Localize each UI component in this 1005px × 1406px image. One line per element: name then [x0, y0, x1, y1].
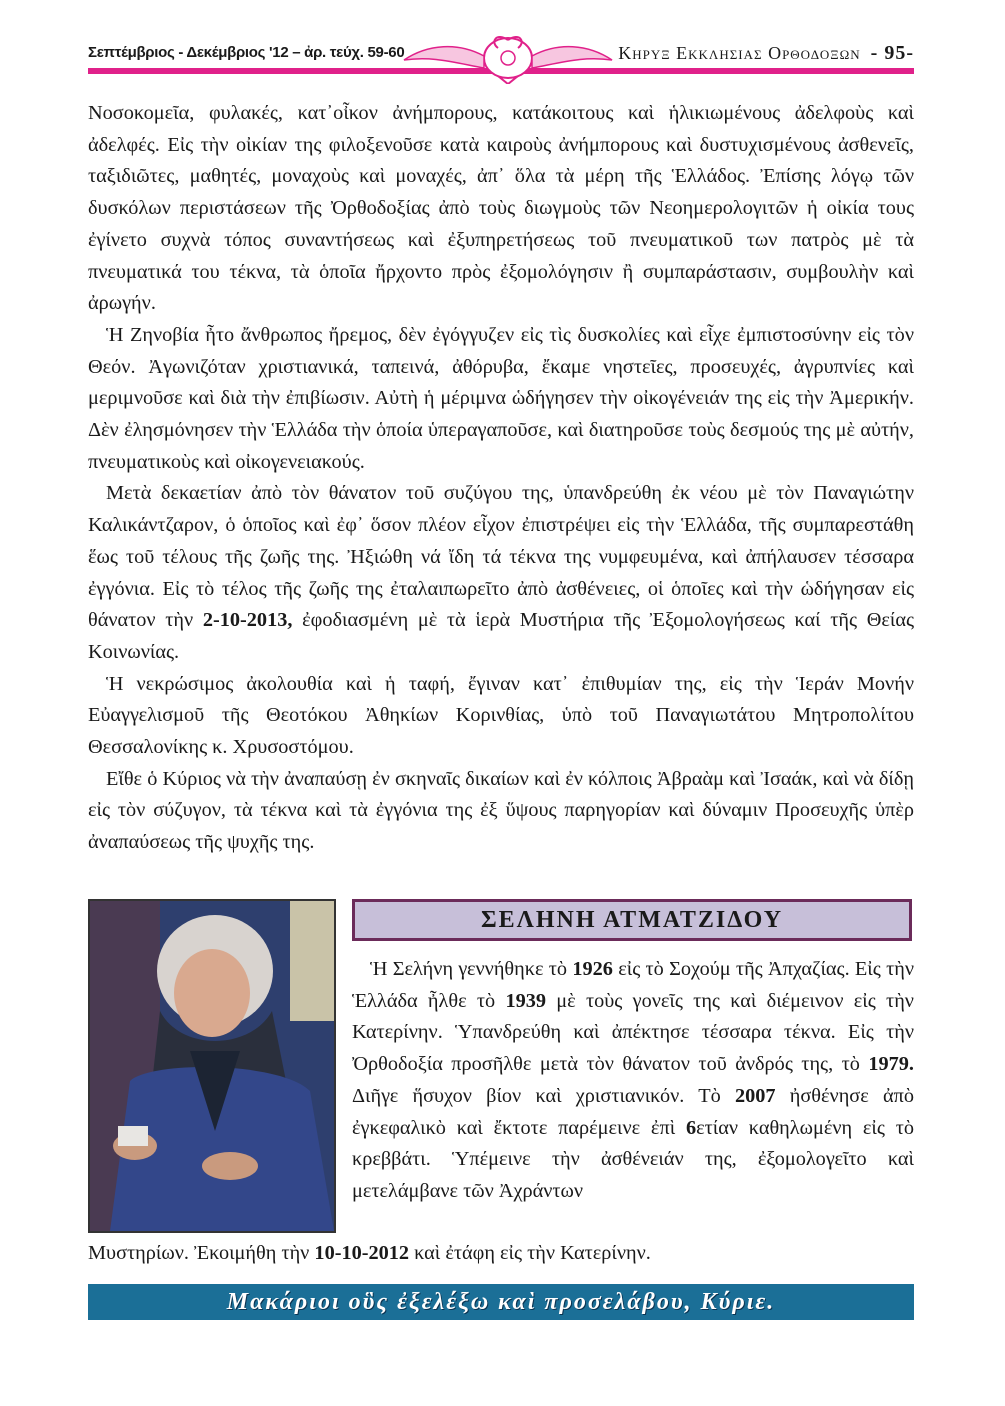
paragraph: [88, 478, 914, 668]
journal-title: [618, 42, 914, 65]
obituary-text-continued: [88, 1238, 914, 1270]
paragraph: Εἴθε ὁ Κύριος νὰ τὴν ἀναπαύσῃ ἐν σκηναῖς δικαίων καὶ ἐν κόλποις Ἀβραὰμ καὶ Ἰσαάκ, καὶ νὰ δίδῃ εἰς τὸν σύζυγον, τὰ τέκνα καὶ τὰ ἐγγόνια της ἐξ ὕψους παρηγορίαν καὶ δύναμιν Προσευχῆς ὑπὲρ ἀναπαύσεως τῆς ψυχῆς της.: [88, 767, 914, 854]
arrival-year: 1939: [505, 989, 547, 1012]
bio-text: ἠσθένησε ἀπὸ ἐγκεφαλικὸ καὶ ἔκτοτε παρέμεινε ἐπὶ: [352, 1084, 914, 1139]
main-article: [88, 98, 914, 859]
portrait-image: [90, 901, 334, 1231]
journal-name: Κηρυξ Εκκλησιας Ορθοδοξων: [618, 43, 861, 63]
bio-text: Ἡ Σελήνη γεννήθηκε τὸ: [370, 958, 568, 980]
bio-text: εἰς τὸ Σοχούμ τῆς Ἀπχαζίας. Εἰς τὴν Ἑλλάδα ἦλθε τὸ: [352, 958, 915, 1012]
bio-text: καὶ ἐτάφη εἰς τὴν Κατερίνην.: [414, 1242, 651, 1264]
paragraph: Ἡ νεκρώσιμος ἀκολουθία καὶ ἡ ταφή, ἔγιναν κατ᾽ ἐπιθυμίαν της, εἰς τὴν Ἱεράν Μονήν Εὐαγγελισμοῦ τῆς Θεοτόκου Ἀθηκίων Κορινθίας, ὑπὸ τοῦ Παναγιωτάτου Μητροπολίτου Θεσσαλονίκης κ. Χρυσοστόμου.: [88, 672, 914, 759]
years-count: 6: [685, 1116, 697, 1139]
conversion-year: 1979.: [868, 1053, 914, 1076]
repose-date: 10-10-2012: [314, 1242, 410, 1264]
death-date: 2-10-2013,: [202, 609, 293, 632]
portrait-photo: [88, 899, 336, 1233]
illness-year: 2007: [734, 1084, 776, 1107]
paragraph-text: ἐφοδιασμένη μὲ τὰ ἱερὰ Μυστήρια τῆς Ἐξομολογήσεως καί τῆς Θείας Κοινωνίας.: [88, 609, 914, 663]
page-header: [88, 40, 914, 80]
paragraph: Νοσοκομεῖα, φυλακές, κατ᾽οἶκον ἀνήμπορους, κατάκοιτους καὶ ἡλικιωμένους ἀδελφοὺς καὶ ἀδελφές. Εἰς τὴν οἰκίαν της φιλοξενοῦσε κατὰ καιροὺς ἀνήμπορους καὶ δυστυχισμένους ἀσθενεῖς, ταξιδιῶτες, μαθητές, μοναχοὺς καὶ μοναχές, ἀπ᾽ ὅλα τὰ μέρη τῆς Ἑλλάδος. Ἐπίσης λόγῳ τῶν δυσκόλων περιστάσεων τῆς Ὀρθοδοξίας ἀπὸ τοὺς διωγμοὺς τῶν Νεοημερολογιτῶν ἡ οἰκία τους ἐγίνετο συχνὰ τόπος συναντήσεως καὶ ἐξυπηρετήσεως τοῦ πνευματικοῦ των πατρὸς μὲ τὰ πνευματικά του τέκνα, τὰ ὁποῖα ἤρχοντο πρὸς ἐξομολόγησιν ἢ συμπαράστασιν, συμβουλὴν καὶ ἀρωγήν.: [88, 102, 914, 315]
obituary-name-heading: ΣΕΛΗΝΗ ΑΤΜΑΤΖΙΔΟΥ: [352, 899, 912, 941]
paragraph-text: Μετὰ δεκαετίαν ἀπὸ τὸν θάνατον τοῦ συζύγου της, ὑπανδρεύθη ἐκ νέου μὲ τὸν Παναγιώτην Καλικάντζαρον, ὁ ὁποῖος καὶ ἐφ᾽ ὅσον πλέον εἶχον ἐπιστρέψει εἰς τὴν Ἑλλάδα, τῆς συμπαρεστάθη ἕως τοῦ τέλους τῆς ζωῆς της. Ἠξιώθη νά ἴδη τά τέκνα της νυμφευμένα, καὶ ἀπήλαυσεν τέσσαρα ἐγγόνια. Εἰς τὸ τέλος τῆς ζωῆς της ἐταλαιπωρεῖτο ἀπὸ ἀσθένειες, οἱ ὁποῖες καὶ τὴν ὡδήγησαν εἰς θάνατον τὴν: [88, 482, 914, 632]
birth-year: 1926: [572, 958, 613, 980]
page-number: - 95-: [870, 42, 914, 64]
double-headed-eagle-icon: [398, 28, 618, 84]
paragraph: Ἡ Ζηνοβία ἦτο ἄνθρωπος ἤρεμος, δὲν ἐγόγγυζεν εἰς τὶς δυσκολίες καὶ εἶχε ἐμπιστοσύνην εἰς τὸν Θεόν. Ἀγωνιζόταν χριστιανικά, ταπεινά, ἀθόρυβα, ἔκαμε νηστεῖες, προσευχές, ἀγρυπνίες καὶ μεριμνοῦσε καὶ διὰ τὴν ἐπιβίωσιν. Αὐτὴ ἡ μέριμνα ὡδήγησεν τὴν οἰκογένειάν της εἰς τὴν Ἀμερικήν. Δὲν ἐλησμόνησεν τὴν Ἑλλάδα τὴν ὁποία ὑπεραγαποῦσε, καὶ διατηροῦσε τοὺς δεσμούς της μὲ αὐτήν, πνευματικοὺς καὶ οἰκογενειακούς.: [88, 323, 914, 473]
bio-text: Μυστηρίων. Ἐκοιμήθη τὴν: [88, 1242, 310, 1264]
paragraph: [352, 954, 914, 1208]
issue-info: Σεπτέμβριος - Δεκέμβριος '12 – ἀρ. τεύχ. 59-60: [88, 44, 405, 61]
bio-text: ετίαν καθηλωμένη εἰς τὸ κρεββάτι. Ὑπέμεινε τὴν ἀσθένειάν της, ἐξομολογεῖτο καὶ μετελάμβανε τῶν Ἀχράντων: [352, 1116, 914, 1202]
obituary-text: [352, 954, 914, 1208]
bio-text: μὲ τοὺς γονεῖς της καὶ διέμεινον εἰς τὴν Κατερίνην. Ὑπανδρεύθη καὶ ἀπέκτησε τέσσαρα τέκνα. Εἰς τὴν Ὀρθοδοξία προσῆλθε μετὰ τὸν θάνατον τοῦ ἀνδρός της, τὸ: [352, 989, 914, 1076]
bio-text: Διῆγε ἥσυχον βίον καὶ χριστιανικόν. Τὸ: [352, 1084, 721, 1107]
closing-banner: Μακάριοι οὓς ἐξελέξω καὶ προσελάβου, Κύριε.: [88, 1284, 914, 1320]
